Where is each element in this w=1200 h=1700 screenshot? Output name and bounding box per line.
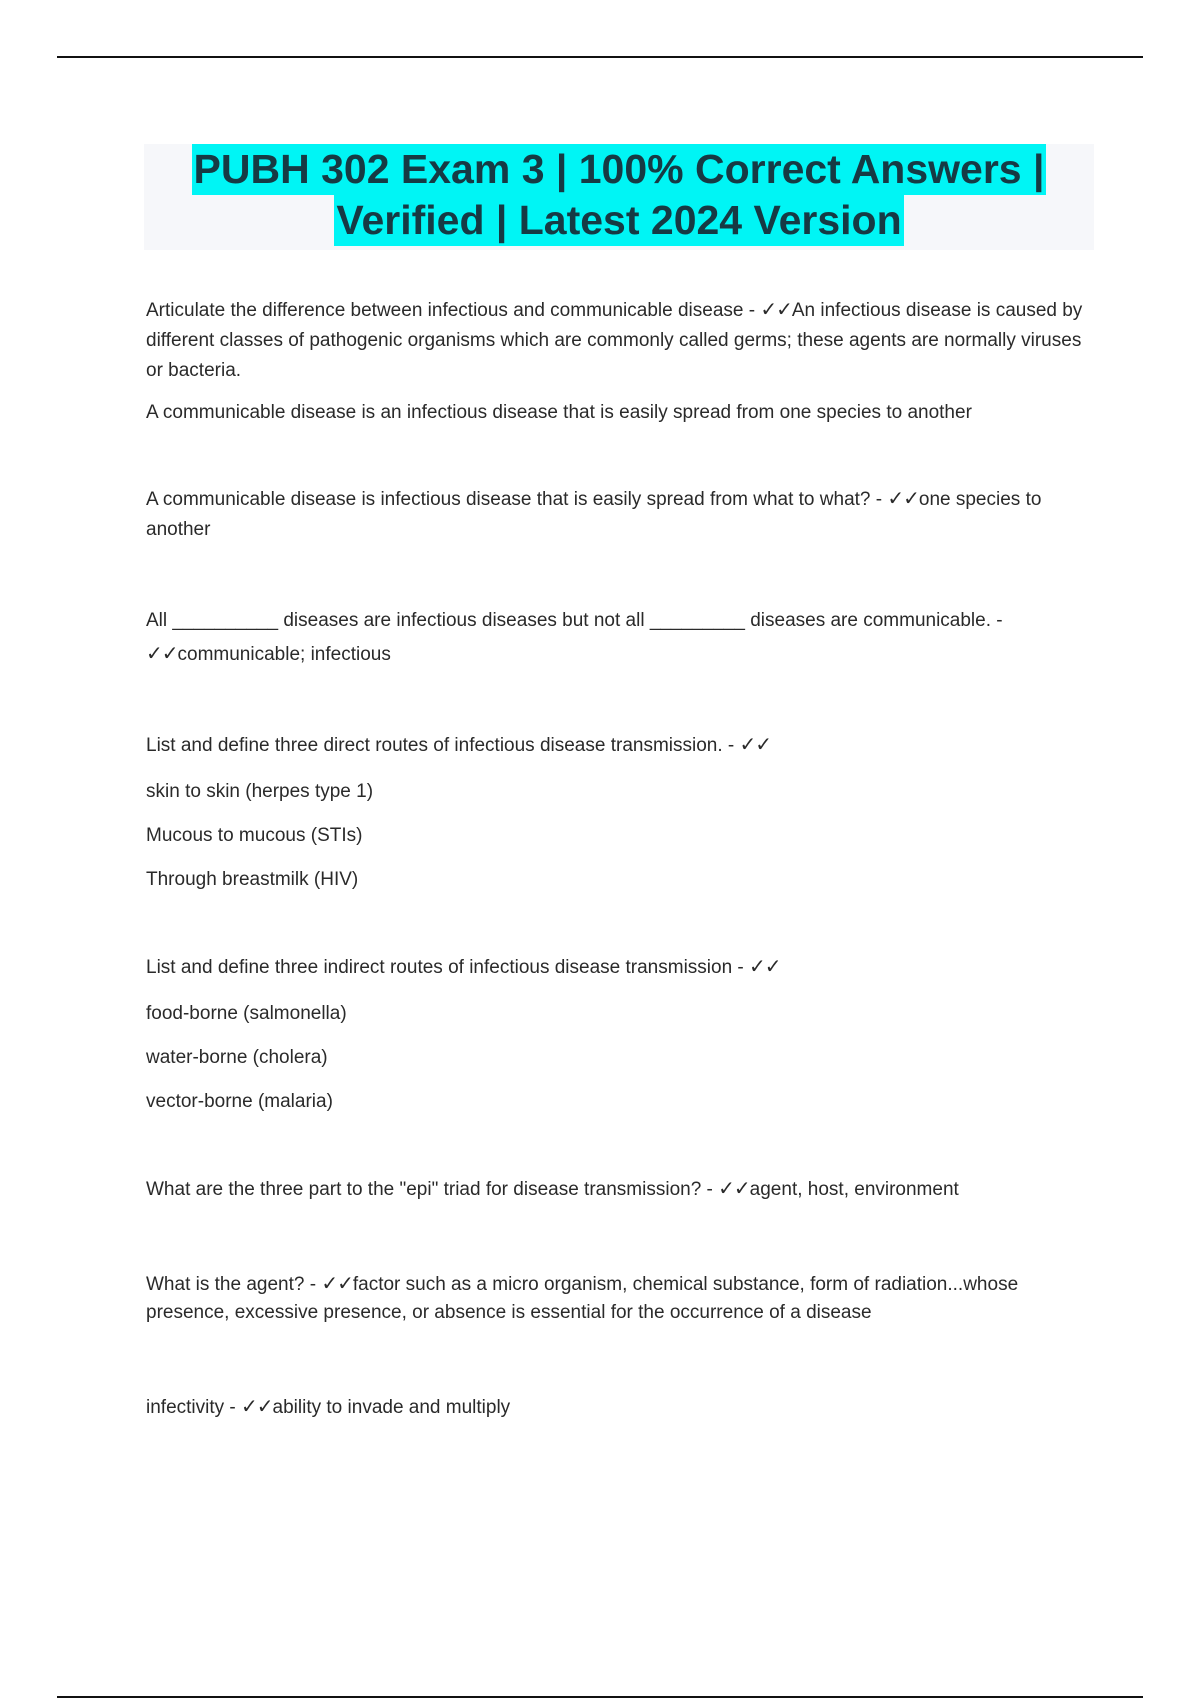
check-icon: ✓✓ bbox=[241, 1394, 273, 1418]
bottom-rule bbox=[57, 1696, 1143, 1698]
answer-text: An infectious disease is caused by different classes of pathogenic organisms which are commonly called germs; these agents are normally viruses or bacteria. bbox=[146, 300, 1083, 381]
page-title-line-2: Verified | Latest 2024 Version bbox=[334, 195, 903, 246]
question-text: List and define three indirect routes of infectious disease transmission - bbox=[146, 957, 750, 978]
answer-extra: A communicable disease is an infectious disease that is easily spread from one species to another bbox=[146, 402, 972, 423]
list-item: water-borne (cholera) bbox=[146, 1047, 328, 1068]
title-block bbox=[144, 144, 1094, 250]
qa-entry bbox=[146, 1173, 1091, 1205]
check-icon: ✓✓ bbox=[718, 1176, 750, 1200]
qa-entry bbox=[146, 1269, 1091, 1327]
answer-text: communicable; infectious bbox=[177, 644, 391, 665]
list-item: Mucous to mucous (STIs) bbox=[146, 825, 363, 846]
qa-entry bbox=[146, 605, 1091, 671]
check-icon: ✓✓ bbox=[760, 297, 792, 321]
answer-text: one species to another bbox=[146, 489, 1042, 540]
check-icon: ✓✓ bbox=[146, 641, 178, 665]
check-icon: ✓✓ bbox=[887, 486, 919, 510]
list-item: food-borne (salmonella) bbox=[146, 1003, 347, 1024]
document-body bbox=[146, 294, 1091, 1423]
qa-entry bbox=[146, 951, 1091, 983]
qa-entry bbox=[146, 483, 1091, 545]
question-text: List and define three direct routes of infectious disease transmission. - bbox=[146, 735, 740, 756]
question-text: infectivity - bbox=[146, 1397, 242, 1418]
check-icon: ✓✓ bbox=[739, 732, 772, 756]
question-text: What are the three part to the "epi" triad for disease transmission? - bbox=[146, 1179, 719, 1200]
question-text: A communicable disease is infectious disease that is easily spread from what to what? - bbox=[146, 489, 888, 510]
check-icon: ✓✓ bbox=[749, 954, 781, 978]
check-icon: ✓✓ bbox=[321, 1271, 353, 1295]
list-item: Through breastmilk (HIV) bbox=[146, 869, 359, 890]
list-item: vector-borne (malaria) bbox=[146, 1091, 333, 1112]
question-text: All __________ diseases are infectious diseases but not all _________ diseases are communicable. - bbox=[146, 610, 1003, 631]
list-item: skin to skin (herpes type 1) bbox=[146, 781, 374, 802]
page-title-line-1: PUBH 302 Exam 3 | 100% Correct Answers | bbox=[192, 144, 1047, 195]
top-rule bbox=[57, 56, 1143, 58]
question-text: Articulate the difference between infectious and communicable disease - bbox=[146, 300, 761, 321]
qa-entry bbox=[146, 729, 1091, 761]
qa-entry bbox=[146, 1391, 1091, 1423]
qa-entry bbox=[146, 294, 1091, 386]
answer-text: ability to invade and multiply bbox=[272, 1397, 511, 1418]
answer-text: agent, host, environment bbox=[749, 1179, 959, 1200]
answer-text: factor such as a micro organism, chemical substance, form of radiation...whose presence, excessive presence, or absence is essential for the occurrence of a disease bbox=[146, 1274, 1019, 1323]
question-text: What is the agent? - bbox=[146, 1274, 322, 1295]
